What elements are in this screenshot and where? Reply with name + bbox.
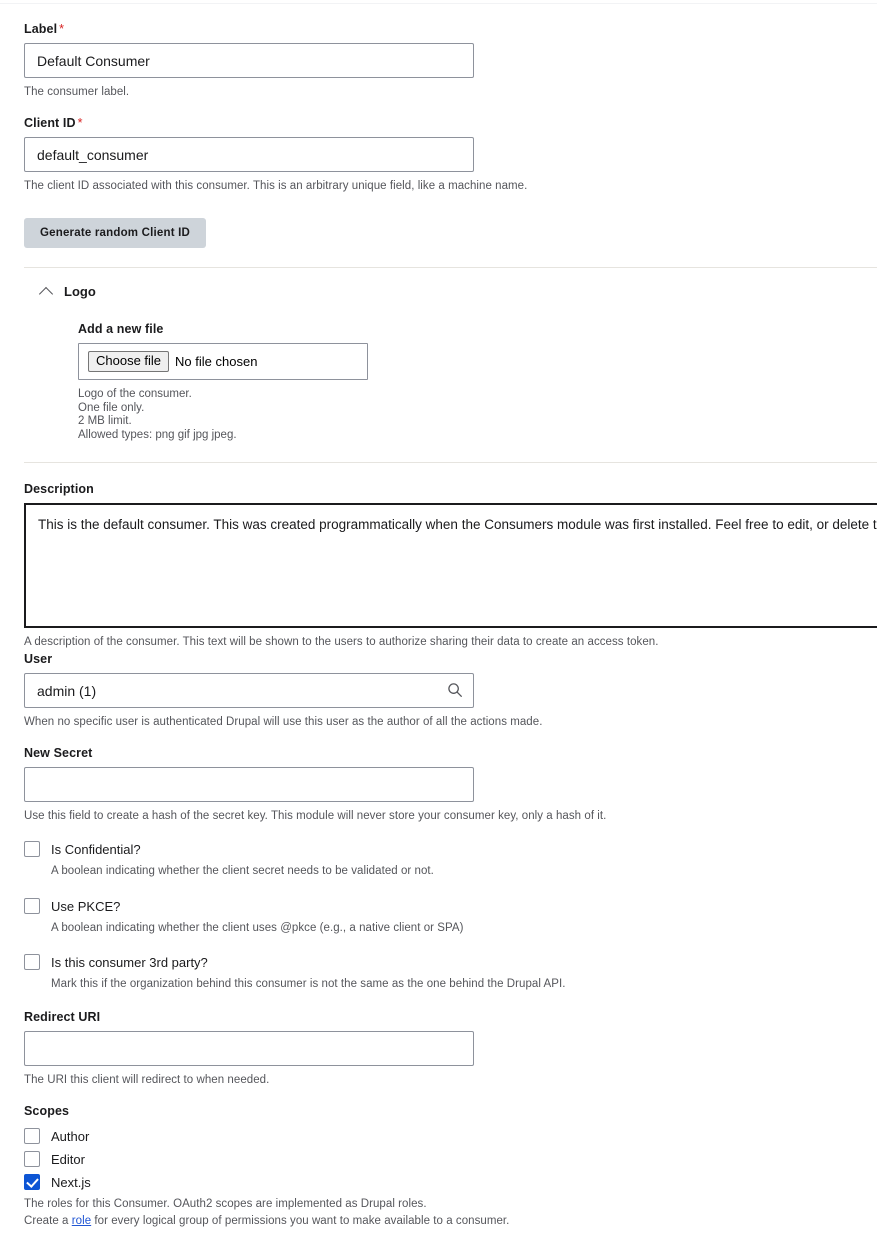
new-secret-description: Use this field to create a hash of the secret key. This module will never store your consumer key, only a hash of it.	[24, 810, 607, 822]
description-field-label: Description	[24, 482, 94, 496]
new-secret-input[interactable]	[24, 767, 474, 802]
logo-help-line: Allowed types: png gif jpg jpeg.	[78, 428, 237, 441]
logo-details	[24, 267, 877, 463]
scope-label-author: Author	[51, 1128, 90, 1144]
scope-label-nextjs: Next.js	[51, 1174, 91, 1190]
scope-row-nextjs[interactable]	[0, 1174, 509, 1190]
use-pkce-label: Use PKCE?	[51, 898, 121, 914]
label-description: The consumer label.	[24, 86, 130, 98]
logo-help-text	[78, 388, 877, 442]
logo-help-line: 2 MB limit.	[78, 415, 132, 427]
redirect-uri-field-label: Redirect URI	[24, 1010, 101, 1024]
is-confidential-label: Is Confidential?	[51, 841, 141, 857]
scope-label-editor: Editor	[51, 1151, 85, 1167]
field-user	[0, 651, 542, 730]
client-id-description: The client ID associated with this consumer. This is an arbitrary unique field, like a machine name.	[24, 180, 528, 192]
generate-client-id-wrapper	[24, 218, 206, 248]
user-description: When no specific user is authenticated Drupal will use this user as the author of all the actions made.	[24, 716, 543, 728]
redirect-uri-description: The URI this client will redirect to when needed.	[24, 1074, 270, 1086]
logo-file-input[interactable]	[78, 343, 368, 380]
field-label	[0, 21, 474, 100]
label-input[interactable]	[24, 43, 474, 78]
user-field-label: User	[24, 652, 53, 666]
logo-details-title: Logo	[64, 284, 96, 299]
scope-checkbox-editor[interactable]	[24, 1151, 40, 1167]
use-pkce-row[interactable]	[0, 898, 464, 914]
new-secret-field-label: New Secret	[24, 746, 93, 760]
field-is-confidential	[0, 841, 434, 879]
scopes-desc-after: for every logical group of permissions you want to make available to a consumer.	[91, 1215, 510, 1227]
no-file-chosen-text: No file chosen	[175, 354, 258, 369]
add-new-file-label: Add a new file	[78, 322, 164, 336]
chevron-up-icon[interactable]	[40, 285, 54, 299]
redirect-uri-input[interactable]	[24, 1031, 474, 1066]
user-autocomplete-wrapper	[24, 673, 474, 708]
top-divider	[0, 3, 877, 4]
generate-random-client-id-button[interactable]: Generate random Client ID	[24, 218, 206, 248]
scopes-field-label: Scopes	[24, 1104, 70, 1118]
is-confidential-checkbox[interactable]	[24, 841, 40, 857]
is-confidential-row[interactable]	[0, 841, 434, 857]
client-id-input[interactable]	[24, 137, 474, 172]
label-field-label	[24, 21, 474, 37]
label-field-label-text: Label	[24, 22, 58, 36]
required-marker: *	[59, 22, 65, 36]
scopes-description-line-1: The roles for this Consumer. OAuth2 scopes are implemented as Drupal roles.	[24, 1198, 427, 1210]
logo-details-summary[interactable]	[24, 268, 877, 309]
role-link[interactable]: role	[71, 1215, 92, 1227]
field-new-secret	[0, 745, 606, 824]
client-id-field-label	[24, 115, 527, 131]
scope-row-author[interactable]	[0, 1128, 509, 1144]
field-description	[0, 481, 877, 650]
client-id-field-label-text: Client ID	[24, 116, 76, 130]
scope-checkbox-author[interactable]	[24, 1128, 40, 1144]
logo-help-line: Logo of the consumer.	[78, 388, 192, 400]
field-use-pkce	[0, 898, 464, 936]
user-input[interactable]	[24, 673, 474, 708]
required-marker: *	[77, 116, 83, 130]
third-party-checkbox[interactable]	[24, 954, 40, 970]
use-pkce-checkbox[interactable]	[24, 898, 40, 914]
logo-details-body	[24, 309, 877, 462]
description-help: A description of the consumer. This text will be shown to the users to authorize sharing their data to create an access token.	[24, 636, 659, 648]
scopes-description-line-2	[0, 1214, 509, 1229]
third-party-description: Mark this if the organization behind this consumer is not the same as the one behind the Drupal API.	[51, 978, 566, 990]
choose-file-button[interactable]: Choose file	[88, 351, 169, 372]
field-scopes	[0, 1103, 509, 1229]
scope-row-editor[interactable]	[0, 1151, 509, 1167]
third-party-row[interactable]	[0, 954, 566, 970]
field-third-party	[0, 954, 566, 992]
scope-checkbox-nextjs[interactable]	[24, 1174, 40, 1190]
is-confidential-description: A boolean indicating whether the client secret needs to be validated or not.	[51, 865, 434, 877]
use-pkce-description: A boolean indicating whether the client uses @pkce (e.g., a native client or SPA)	[51, 922, 464, 934]
logo-help-line: One file only.	[78, 401, 145, 414]
description-textarea[interactable]	[24, 503, 877, 628]
third-party-label: Is this consumer 3rd party?	[51, 954, 208, 970]
scopes-desc-before: Create a	[24, 1215, 72, 1227]
field-client-id	[0, 115, 527, 194]
field-redirect-uri	[0, 1009, 474, 1088]
